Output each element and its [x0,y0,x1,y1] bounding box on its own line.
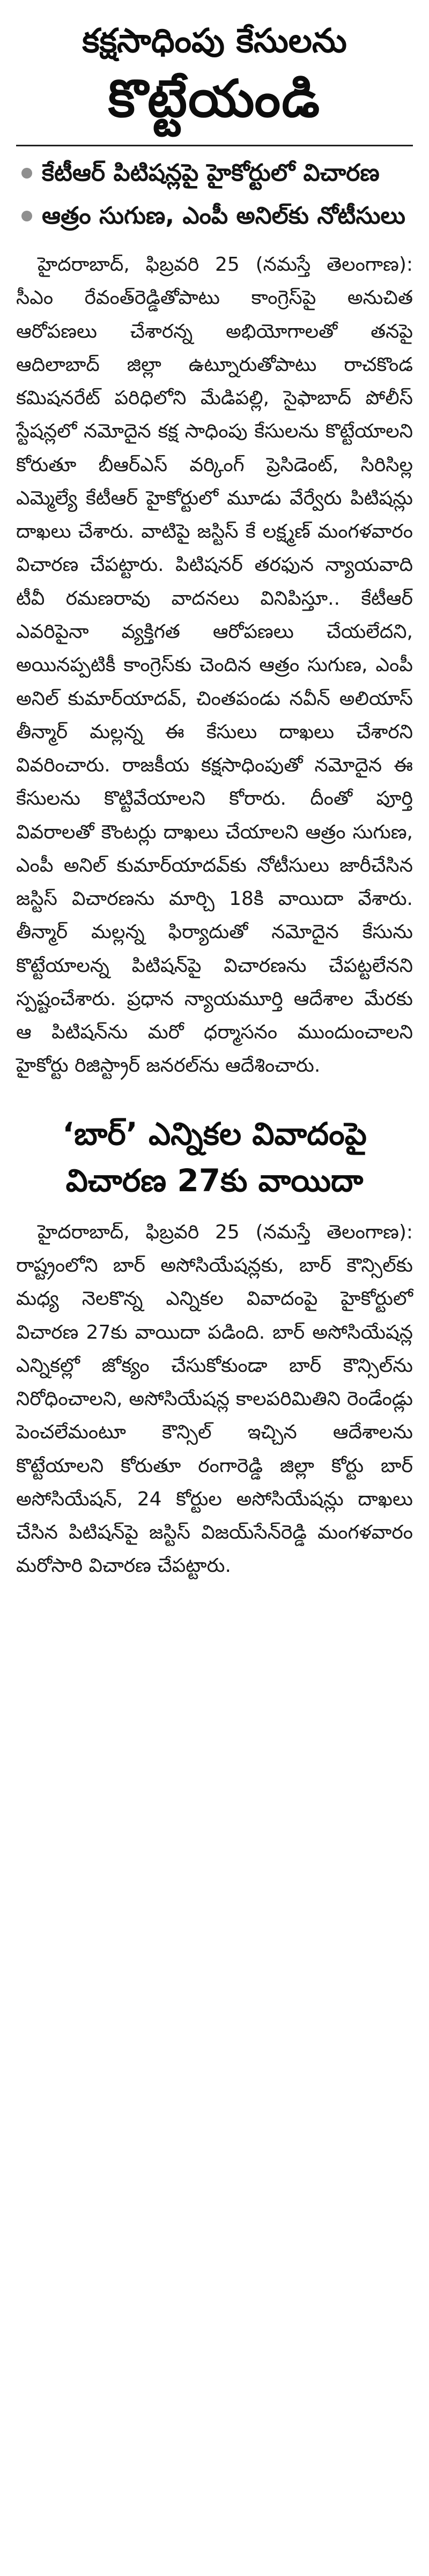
story1-headline-line1: కక్షసాధింపు కేసులను [82,21,347,60]
story1-body-text: హైదరాబాద్‌, ఫిబ్రవరి 25 (నమస్తే తెలంగాణ): సీఎం రేవంత్‌రెడ్డితోపాటు కాంగ్రెస్‌పై అనుచిత ఆరోపణలు చేశారన్న అభియోగాలతో తనపై ఆదిలాబాద్‌ జిల్లా ఉట్నూరుతోపాటు రాచకొండ కమిషనరేట్‌ పరిధిలోని మేడిపల్లి, సైఫాబాద్‌ పోలీస్‌ స్టేషన్లలో నమోదైన కక్ష సాధింపు కేసులను కొట్టేయాలని కోరుతూ బీఆర్‌ఎస్‌ వర్కింగ్‌ ప్రెసిడెంట్‌, సిరిసిల్ల ఎమ్మెల్యే కేటీఆర్‌ హైకోర్టులో మూడు వేర్వేరు పిటిషన్లు దాఖలు చేశారు. వాటిపై జస్టిస్‌ కే లక్ష్మణ్‌ మంగళవారం విచారణ చేపట్టారు. పిటిషనర్‌ తరఫున న్యాయవాది టీవీ రమణరావు వాదనలు వినిపిస్తూ.. కేటీఆర్‌ ఎవరిపైనా వ్యక్తిగత ఆరోపణలు చేయలేదని, అయినప్పటికీ కాంగ్రెస్‌కు చెందిన ఆత్రం సుగుణ, ఎంపీ అనిల్‌ కుమార్‌యాదవ్‌, చింతపండు నవీన్‌ అలియాస్‌ తీన్మార్‌ మల్లన్న ఈ కేసులు దాఖలు చేశారని వివరించారు. రాజకీయ కక్షసాధింపుతో నమోదైన ఈ కేసులను కొట్టివేయాలని కోరారు. దీంతో పూర్తి వివరాలతో కౌంటర్లు దాఖలు చేయాలని ఆత్రం సుగుణ, ఎంపీ అనిల్‌ కుమార్‌యాదవ్‌కు నోటీసులు జారీచేసిన జస్టిస్‌ విచారణను మార్చి 18కి వాయిదా వేశారు. తీన్మార్‌ మల్లన్న ఫిర్యాదుతో నమోదైన కేసును కొట్టేయాలన్న పిటిషన్‌పై విచారణను చేపట్టలేనని స్పష్టంచేశారు. ప్రధాన న్యాయమూర్తి ఆదేశాల మేరకు ఆ పిటిషన్‌ను మరో ధర్మాసనం ముందుంచాలని హైకోర్టు రిజిస్ట్రార్‌ జనరల్‌ను ఆదేశించారు. [16,254,413,1077]
story1-subhead-1 [16,155,413,198]
story1-subheads [16,146,413,241]
story1-subhead-1-text: కేటీఆర్‌ పిటిషన్లపై హైకోర్టులో విచారణ [42,159,380,187]
story2-headline-line1: ‘బార్‌’ ఎన్నికల వివాదంపై [62,1115,367,1152]
story2-headline [16,1083,413,1204]
bullet-dot-icon [21,168,32,179]
story1-headline-line2: కొట్టేయండి [108,69,321,129]
story1-subhead-2 [16,198,413,241]
bullet-dot-icon [21,211,32,221]
story2-body-text: హైదరాబాద్‌, ఫిబ్రవరి 25 (నమస్తే తెలంగాణ): రాష్ట్రంలోని బార్‌ అసోసియేషన్లకు, బార్‌ కౌన్సిల్‌కు మధ్య నెలకొన్న ఎన్నికల వివాదంపై హైకోర్టులో విచారణ 27కు వాయిదా పడింది. బార్‌ అసోసియేషన్ల ఎన్నికల్లో జోక్యం చేసుకోకుండా బార్‌ కౌన్సిల్‌ను నిరోధించాలని, అసోసియేషన్ల కాలపరిమితిని రెండేండ్లు పెంచలేమంటూ కౌన్సిల్‌ ఇచ్చిన ఆదేశాలను కొట్టేయాలని కోరుతూ రంగారెడ్డి జిల్లా కోర్టు బార్‌ అసోసియేషన్‌, 24 కోర్టుల అసోసియేషన్లు దాఖలు చేసిన పిటిషన్‌పై జస్టిస్‌ విజయ్‌సేన్‌రెడ్డి మంగళవారం మరోసారి విచారణ చేపట్టారు. [16,1221,413,1577]
story1-subhead-2-text: ఆత్రం సుగుణ, ఎంపీ అనిల్‌కు నోటీసులు [42,202,405,229]
story2-headline-line2: విచారణ 27కు వాయిదా [65,1162,364,1199]
